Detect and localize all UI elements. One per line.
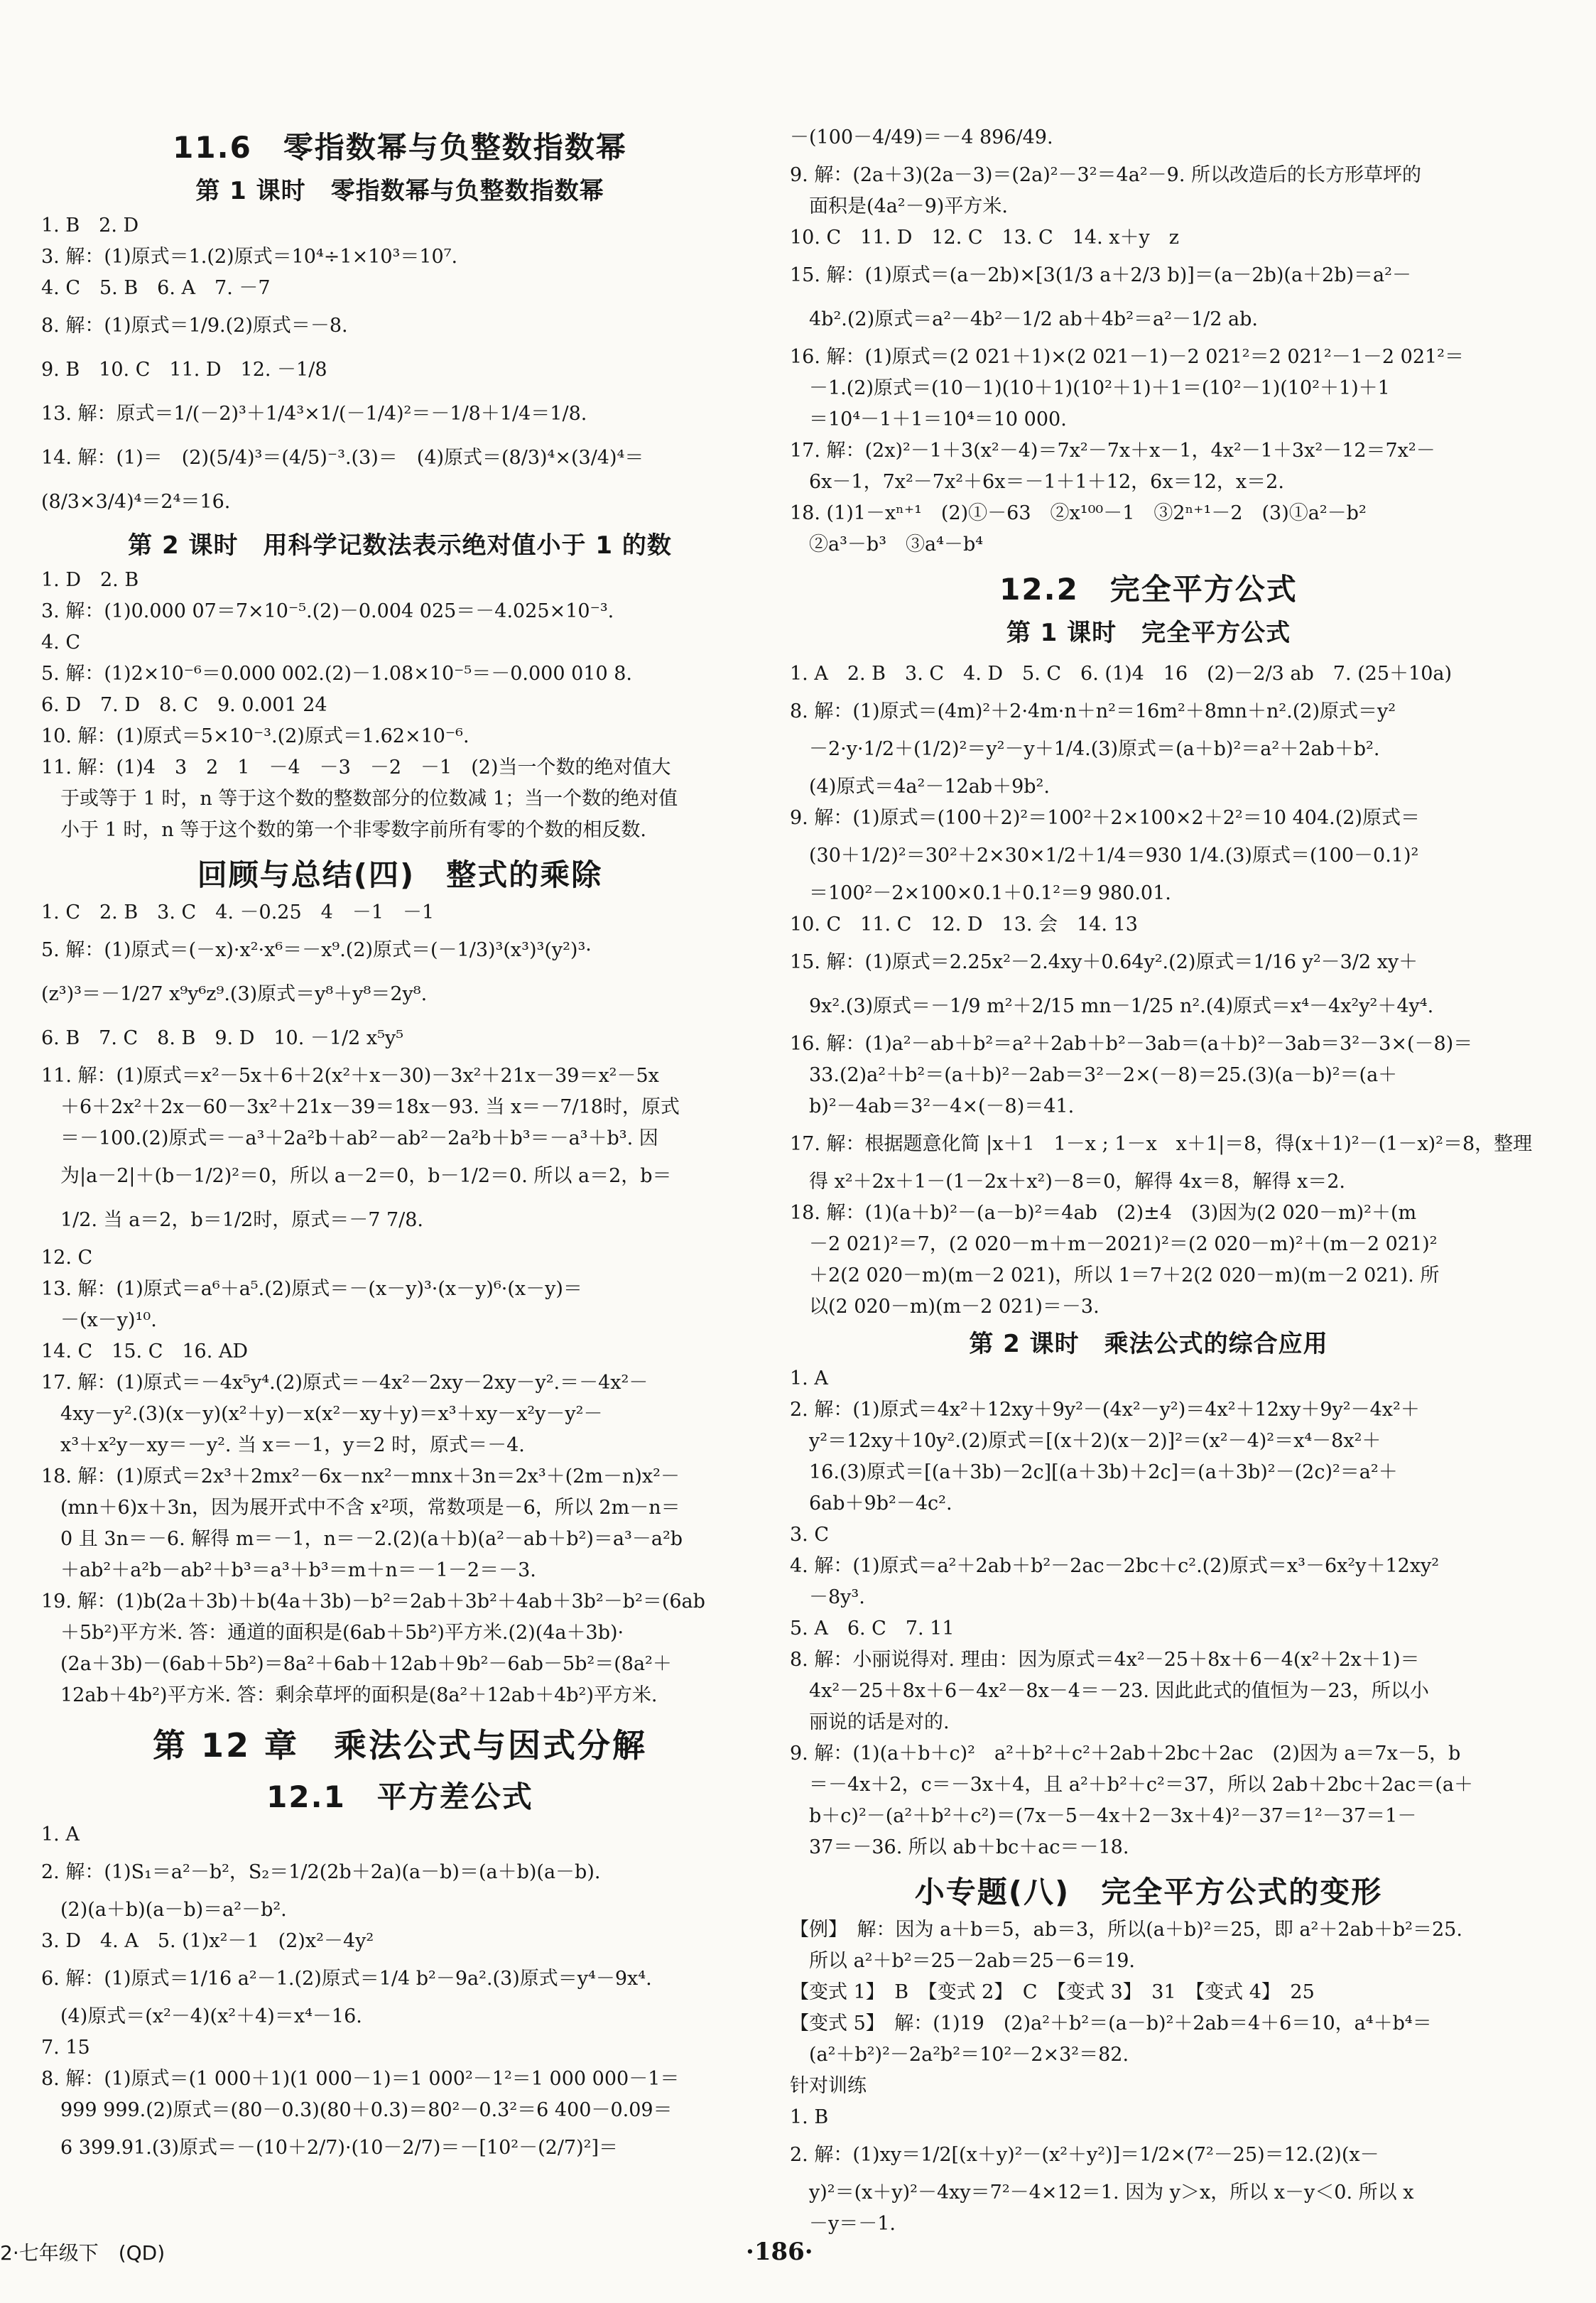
answer-line: 33.(2)a²＋b²＝(a＋b)²－2ab＝3²－2×(－8)＝25.(3)(a－b)²＝(a＋: [790, 1064, 1398, 1086]
answer-line: 14. C 15. C 16. AD: [41, 1340, 249, 1362]
answer-line: 得 x²＋2x＋1－(1－2x＋x²)－8＝0，解得 4x＝8，解得 x＝2.: [790, 1171, 1346, 1193]
answer-line: 6. D 7. D 8. C 9. 0.001 24: [41, 694, 327, 716]
answer-line: ②a³－b³ ③a⁴－b⁴: [790, 533, 984, 556]
answer-line: 16. 解：(1)a²－ab＋b²＝a²＋2ab＋b²－3ab＝(a＋b)²－3ab＝3²－3×(－8)＝: [790, 1033, 1473, 1055]
answer-line: 2. 解：(1)原式＝4x²＋12xy＋9y²－(4x²－y²)＝4x²＋12xy＋9y²－4x²＋: [790, 1399, 1420, 1421]
answer-line: 所以 a²＋b²＝25－2ab＝25－6＝19.: [790, 1950, 1135, 1972]
answer-line: 4. 解：(1)原式＝a²＋2ab＋b²－2ac－2bc＋c².(2)原式＝x³－6x²y＋12xy²: [790, 1555, 1440, 1577]
section-title: 11.6 零指数幂与负整数指数幂: [173, 130, 627, 165]
answer-line: 1. C 2. B 3. C 4. －0.25 4 －1 －1: [41, 901, 435, 923]
answer-line: 6. 解：(1)原式＝1/16 a²－1.(2)原式＝1/4 b²－9a².(3)原式＝y⁴－9x⁴.: [41, 1968, 652, 1990]
answer-line: ＝－100.(2)原式＝－a³＋2a²b＋ab²－ab²－2a²b＋b³＝－a³＋b³. 因: [41, 1127, 658, 1149]
answer-line: 3. 解：(1)0.000 07＝7×10⁻⁵.(2)－0.004 025＝－4.025×10⁻³.: [41, 600, 614, 622]
answer-line: 16.(3)原式＝[(a＋3b)－2c][(a＋3b)＋2c]＝(a＋3b)²－(2c)²＝a²＋: [790, 1461, 1398, 1483]
answer-line: 1. A 2. B 3. C 4. D 5. C 6. (1)4 16 (2)－2/3 ab 7. (25＋10a): [790, 663, 1453, 685]
answer-line: 3. C: [790, 1524, 830, 1546]
answer-line: (4)原式＝4a²－12ab＋9b².: [790, 776, 1050, 798]
answer-line: －(100－4/49)＝－4 896/49.: [790, 126, 1053, 148]
answer-line: 9. B 10. C 11. D 12. －1/8: [41, 359, 327, 381]
answer-line: 4xy－y².(3)(x－y)(x²＋y)－x(x²－xy＋y)＝x³＋xy－x²y－y²－: [41, 1403, 603, 1425]
answer-line: 5. 解：(1)原式＝(－x)·x²·x⁶＝－x⁹.(2)原式＝(－1/3)³(x³)³(y²)³·: [41, 939, 592, 961]
answer-line: 9. 解：(1)原式＝(100＋2)²＝100²＋2×100×2＋2²＝10 404.(2)原式＝: [790, 807, 1420, 829]
answer-line: 为|a－2|＋(b－1/2)²＝0，所以 a－2＝0，b－1/2＝0. 所以 a＝2，b＝: [41, 1165, 672, 1187]
answer-line: 10. 解：(1)原式＝5×10⁻³.(2)原式＝1.62×10⁻⁶.: [41, 725, 469, 747]
page-number: ·186·: [746, 2238, 813, 2266]
answer-line: －2·y·1/2＋(1/2)²＝y²－y＋1/4.(3)原式＝(a＋b)²＝a²＋2ab＋b².: [790, 738, 1380, 760]
answer-line: (8/3×3/4)⁴＝2⁴＝16.: [41, 491, 231, 513]
answer-line: (30＋1/2)²＝30²＋2×30×1/2＋1/4＝930 1/4.(3)原式＝(100－0.1)²: [790, 845, 1419, 867]
answer-line: (a²＋b²)²－2a²b²＝10²－2×3²＝82.: [790, 2044, 1129, 2066]
answer-line: (z³)³＝－1/27 x⁹y⁶z⁹.(3)原式＝y⁸＋y⁸＝2y⁸.: [41, 983, 428, 1005]
answer-line: 5. 解：(1)2×10⁻⁶＝0.000 002.(2)－1.08×10⁻⁵＝－0.000 010 8.: [41, 663, 632, 685]
answer-line: 18. 解：(1)(a＋b)²－(a－b)²＝4ab (2)±4 (3)因为(2 020－m)²＋(m: [790, 1202, 1417, 1224]
chapter-title: 第 12 章 乘法公式与因式分解: [152, 1726, 648, 1765]
answer-line: y)²＝(x＋y)²－4xy＝7²－4×12＝1. 因为 y＞x，所以 x－y＜0. 所以 x: [790, 2182, 1414, 2204]
answer-line: 于或等于 1 时，n 等于这个数的整数部分的位数减 1；当一个数的绝对值: [41, 788, 678, 810]
answer-line: 2. 解：(1)S₁＝a²－b²，S₂＝1/2(2b＋2a)(a－b)＝(a＋b)(a－b).: [41, 1861, 601, 1883]
right-column: [790, 117, 1533, 2241]
answer-line: 6 399.91.(3)原式＝－(10＋2/7)·(10－2/7)＝－[10²－(2/7)²]＝: [41, 2137, 618, 2159]
answer-line: (2)(a＋b)(a－b)＝a²－b².: [41, 1899, 287, 1921]
answer-line: (2a＋3b)－(6ab＋5b²)＝8a²＋6ab＋12ab＋9b²－6ab－5b²＝(8a²＋: [41, 1653, 672, 1675]
answer-line: 8. 解：(1)原式＝(1 000＋1)(1 000－1)＝1 000²－1²＝1 000 000－1＝: [41, 2068, 680, 2090]
answer-line: 1. A: [41, 1824, 80, 1846]
answer-line: 12. C: [41, 1247, 93, 1269]
answer-line: －(x－y)¹⁰.: [41, 1309, 157, 1331]
answer-line: －1.(2)原式＝(10－1)(10＋1)(10²＋1)＋1＝(10²－1)(10²＋1)＋1: [790, 377, 1390, 399]
answer-line: 3. 解：(1)原式＝1.(2)原式＝10⁴÷1×10³＝10⁷.: [41, 246, 458, 268]
section-title: 小专题(八) 完全平方公式的变形: [914, 1875, 1383, 1909]
answer-line: 以(2 020－m)(m－2 021)＝－3.: [790, 1296, 1100, 1318]
answer-line: 17. 解：(2x)²－1＋3(x²－4)＝7x²－7x＋x－1，4x²－1＋3x²－12＝7x²－: [790, 440, 1435, 462]
answer-line: 11. 解：(1)4 3 2 1 －4 －3 －2 －1 (2)当一个数的绝对值大: [41, 757, 671, 779]
answer-line: 面积是(4a²－9)平方米.: [790, 195, 1008, 217]
answer-line: 9. 解：(2a＋3)(2a－3)＝(2a)²－3²＝4a²－9. 所以改造后的长方形草坪的: [790, 164, 1421, 186]
answer-line: (4)原式＝(x²－4)(x²＋4)＝x⁴－16.: [41, 2005, 362, 2027]
answer-line: 18. (1)1－xⁿ⁺¹ (2)①－63 ②x¹⁰⁰－1 ③2ⁿ⁺¹－2 (3)①a²－b²: [790, 502, 1367, 524]
answer-line: 1. D 2. B: [41, 569, 139, 591]
answer-line: 小于 1 时，n 等于这个数的第一个非零数字前所有零的个数的相反数.: [41, 819, 646, 841]
answer-line: ＋2(2 020－m)(m－2 021)，所以 1＝7＋2(2 020－m)(m－2 021). 所: [790, 1264, 1440, 1286]
answer-line: 1. B 2. D: [41, 215, 139, 237]
section-title: 回顾与总结(四) 整式的乘除: [197, 857, 603, 892]
answer-line: b)²－4ab＝3²－4×(－8)＝41.: [790, 1095, 1075, 1117]
answer-line: 6x－1，7x²－7x²＋6x＝－1＋1＋12，6x＝12，x＝2.: [790, 471, 1284, 493]
answer-line: 12ab＋4b²)平方米. 答：剩余草坪的面积是(8a²＋12ab＋4b²)平方米.: [41, 1684, 658, 1706]
answer-line: 9x².(3)原式＝－1/9 m²＋2/15 mn－1/25 n².(4)原式＝x⁴－4x²y²＋4y⁴.: [790, 995, 1434, 1017]
answer-line: 999 999.(2)原式＝(80－0.3)(80＋0.3)＝80²－0.3²＝6 400－0.09＝: [41, 2099, 673, 2121]
answer-line: 【例】 解：因为 a＋b＝5，ab＝3，所以(a＋b)²＝25，即 a²＋2ab＋b²＝25.: [790, 1919, 1462, 1941]
footer-grade-label: 2·七年级下 (QD): [0, 2241, 165, 2265]
answer-line: 1/2. 当 a＝2，b＝1/2时，原式＝－7 7/8.: [41, 1209, 424, 1231]
lesson-title: 第 1 课时 零指数幂与负整数指数幂: [195, 177, 604, 205]
answer-line: (mn＋6)x＋3n，因为展开式中不含 x²项，常数项是－6，所以 2m－n＝: [41, 1497, 680, 1519]
answer-line: 0 且 3n＝－6. 解得 m＝－1，n＝－2.(2)(a＋b)(a²－ab＋b²)＝a³－a²b: [41, 1528, 683, 1550]
answer-line: 10. C 11. C 12. D 13. 会 14. 13: [790, 914, 1138, 936]
answer-line: 5. A 6. C 7. 11: [790, 1617, 955, 1640]
answer-line: ＝10⁴－1＋1＝10⁴＝10 000.: [790, 408, 1067, 430]
answer-line: 8. 解：(1)原式＝1/9.(2)原式＝－8.: [41, 315, 348, 337]
answer-line: －y＝－1.: [790, 2213, 896, 2235]
answer-line: y²＝12xy＋10y².(2)原式＝[(x＋2)(x－2)]²＝(x²－4)²＝x⁴－8x²＋: [790, 1430, 1381, 1452]
lesson-title: 第 2 课时 用科学记数法表示绝对值小于 1 的数: [128, 531, 672, 560]
answer-line: 10. C 11. D 12. C 13. C 14. x＋y z: [790, 227, 1179, 249]
answer-line: 针对训练: [790, 2075, 867, 2097]
answer-line: 【变式 5】 解：(1)19 (2)a²＋b²＝(a－b)²＋2ab＝4＋6＝10，a⁴＋b⁴＝: [790, 2012, 1432, 2034]
section-title: 12.2 完全平方公式: [999, 572, 1298, 607]
answer-line: 8. 解：(1)原式＝(4m)²＋2·4m·n＋n²＝16m²＋8mn＋n².(2)原式＝y²: [790, 700, 1396, 722]
answer-line: 丽说的话是对的.: [790, 1711, 950, 1733]
answer-line: －2 021)²＝7，(2 020－m＋m－2021)²＝(2 020－m)²＋(m－2 021)²: [790, 1233, 1438, 1255]
answer-line: 13. 解：原式＝1/(－2)³＋1/4³×1/(－1/4)²＝－1/8＋1/4＝1/8.: [41, 403, 587, 425]
answer-line: 9. 解：(1)(a＋b＋c)² a²＋b²＋c²＋2ab＋2bc＋2ac (2)因为 a＝7x－5，b: [790, 1743, 1461, 1765]
answer-line: 13. 解：(1)原式＝a⁶＋a⁵.(2)原式＝－(x－y)³·(x－y)⁶·(x－y)＝: [41, 1278, 582, 1300]
lesson-title: 第 2 课时 乘法公式的综合应用: [969, 1330, 1328, 1358]
answer-line: 16. 解：(1)原式＝(2 021＋1)×(2 021－1)－2 021²＝2 021²－1－2 021²＝: [790, 346, 1465, 368]
left-column: [41, 117, 759, 2172]
answer-line: 4. C: [41, 632, 81, 654]
answer-line: ＋ab²＋a²b－ab²＋b³＝a³＋b³＝m＋n＝－1－2＝－3.: [41, 1559, 536, 1581]
answer-line: 15. 解：(1)原式＝2.25x²－2.4xy＋0.64y².(2)原式＝1/16 y²－3/2 xy＋: [790, 951, 1418, 973]
answer-line: 18. 解：(1)原式＝2x³＋2mx²－6x－nx²－mnx＋3n＝2x³＋(2m－n)x²－: [41, 1465, 680, 1488]
answer-line: 1. B: [790, 2106, 829, 2128]
answer-line: 17. 解：(1)原式＝－4x⁵y⁴.(2)原式＝－4x²－2xy－2xy－y².＝－4x²－: [41, 1372, 648, 1394]
answer-line: 4x²－25＋8x＋6－4x²－8x－4＝－23. 因此此式的值恒为－23，所以小: [790, 1680, 1429, 1702]
answer-line: 11. 解：(1)原式＝x²－5x＋6＋2(x²＋x－30)－3x²＋21x－39＝x²－5x: [41, 1065, 659, 1087]
answer-line: 4. C 5. B 6. A 7. －7: [41, 277, 271, 299]
answer-line: 6. B 7. C 8. B 9. D 10. －1/2 x⁵y⁵: [41, 1027, 404, 1049]
answer-line: 4b².(2)原式＝a²－4b²－1/2 ab＋4b²＝a²－1/2 ab.: [790, 308, 1258, 330]
answer-line: －8y³.: [790, 1586, 865, 1608]
answer-line: 1. A: [790, 1367, 828, 1389]
answer-line: ＋5b²)平方米. 答：通道的面积是(6ab＋5b²)平方米.(2)(4a＋3b)·: [41, 1622, 624, 1644]
answer-line: 7. 15: [41, 2037, 90, 2059]
answer-line: ＝－4x＋2，c＝－3x＋4，且 a²＋b²＋c²＝37，所以 2ab＋2bc＋2ac＝(a＋: [790, 1774, 1473, 1796]
answer-line: ＝100²－2×100×0.1＋0.1²＝9 980.01.: [790, 882, 1171, 904]
answer-line: ＋6＋2x²＋2x－60－3x²＋21x－39＝18x－93. 当 x＝－7/18时，原式: [41, 1096, 680, 1118]
section-title: 12.1 平方差公式: [266, 1779, 533, 1814]
answer-line: 17. 解：根据题意化简 |x＋1 1－x ; 1－x x＋1|＝8，得(x＋1)²－(1－x)²＝8，整理: [790, 1133, 1533, 1155]
answer-line: 37＝－36. 所以 ab＋bc＋ac＝－18.: [790, 1836, 1129, 1858]
answer-line: 15. 解：(1)原式＝(a－2b)×[3(1/3 a＋2/3 b)]＝(a－2b)(a＋2b)＝a²－: [790, 264, 1411, 286]
answer-line: 14. 解：(1)＝ (2)(5/4)³＝(4/5)⁻³.(3)＝ (4)原式＝(8/3)⁴×(3/4)⁴＝: [41, 447, 644, 469]
answer-line: b＋c)²－(a²＋b²＋c²)＝(7x－5－4x＋2－3x＋4)²－37＝1²－37＝1－: [790, 1805, 1417, 1827]
answer-line: x³＋x²y－xy＝－y². 当 x＝－1，y＝2 时，原式＝－4.: [41, 1434, 525, 1456]
answer-line: 2. 解：(1)xy＝1/2[(x＋y)²－(x²＋y²)]＝1/2×(7²－25)＝12.(2)(x－: [790, 2144, 1379, 2166]
answer-line: 3. D 4. A 5. (1)x²－1 (2)x²－4y²: [41, 1930, 374, 1952]
answer-line: 8. 解：小丽说得对. 理由：因为原式＝4x²－25＋8x＋6－4(x²＋2x＋1)＝: [790, 1649, 1420, 1671]
lesson-title: 第 1 课时 完全平方公式: [1006, 619, 1291, 647]
answer-line: 19. 解：(1)b(2a＋3b)＋b(4a＋3b)－b²＝2ab＋3b²＋4ab＋3b²－b²＝(6ab: [41, 1591, 705, 1613]
answer-line: 【变式 1】 B 【变式 2】 C 【变式 3】 31 【变式 4】 25: [790, 1981, 1315, 2003]
answer-line: 6ab＋9b²－4c².: [790, 1492, 952, 1514]
